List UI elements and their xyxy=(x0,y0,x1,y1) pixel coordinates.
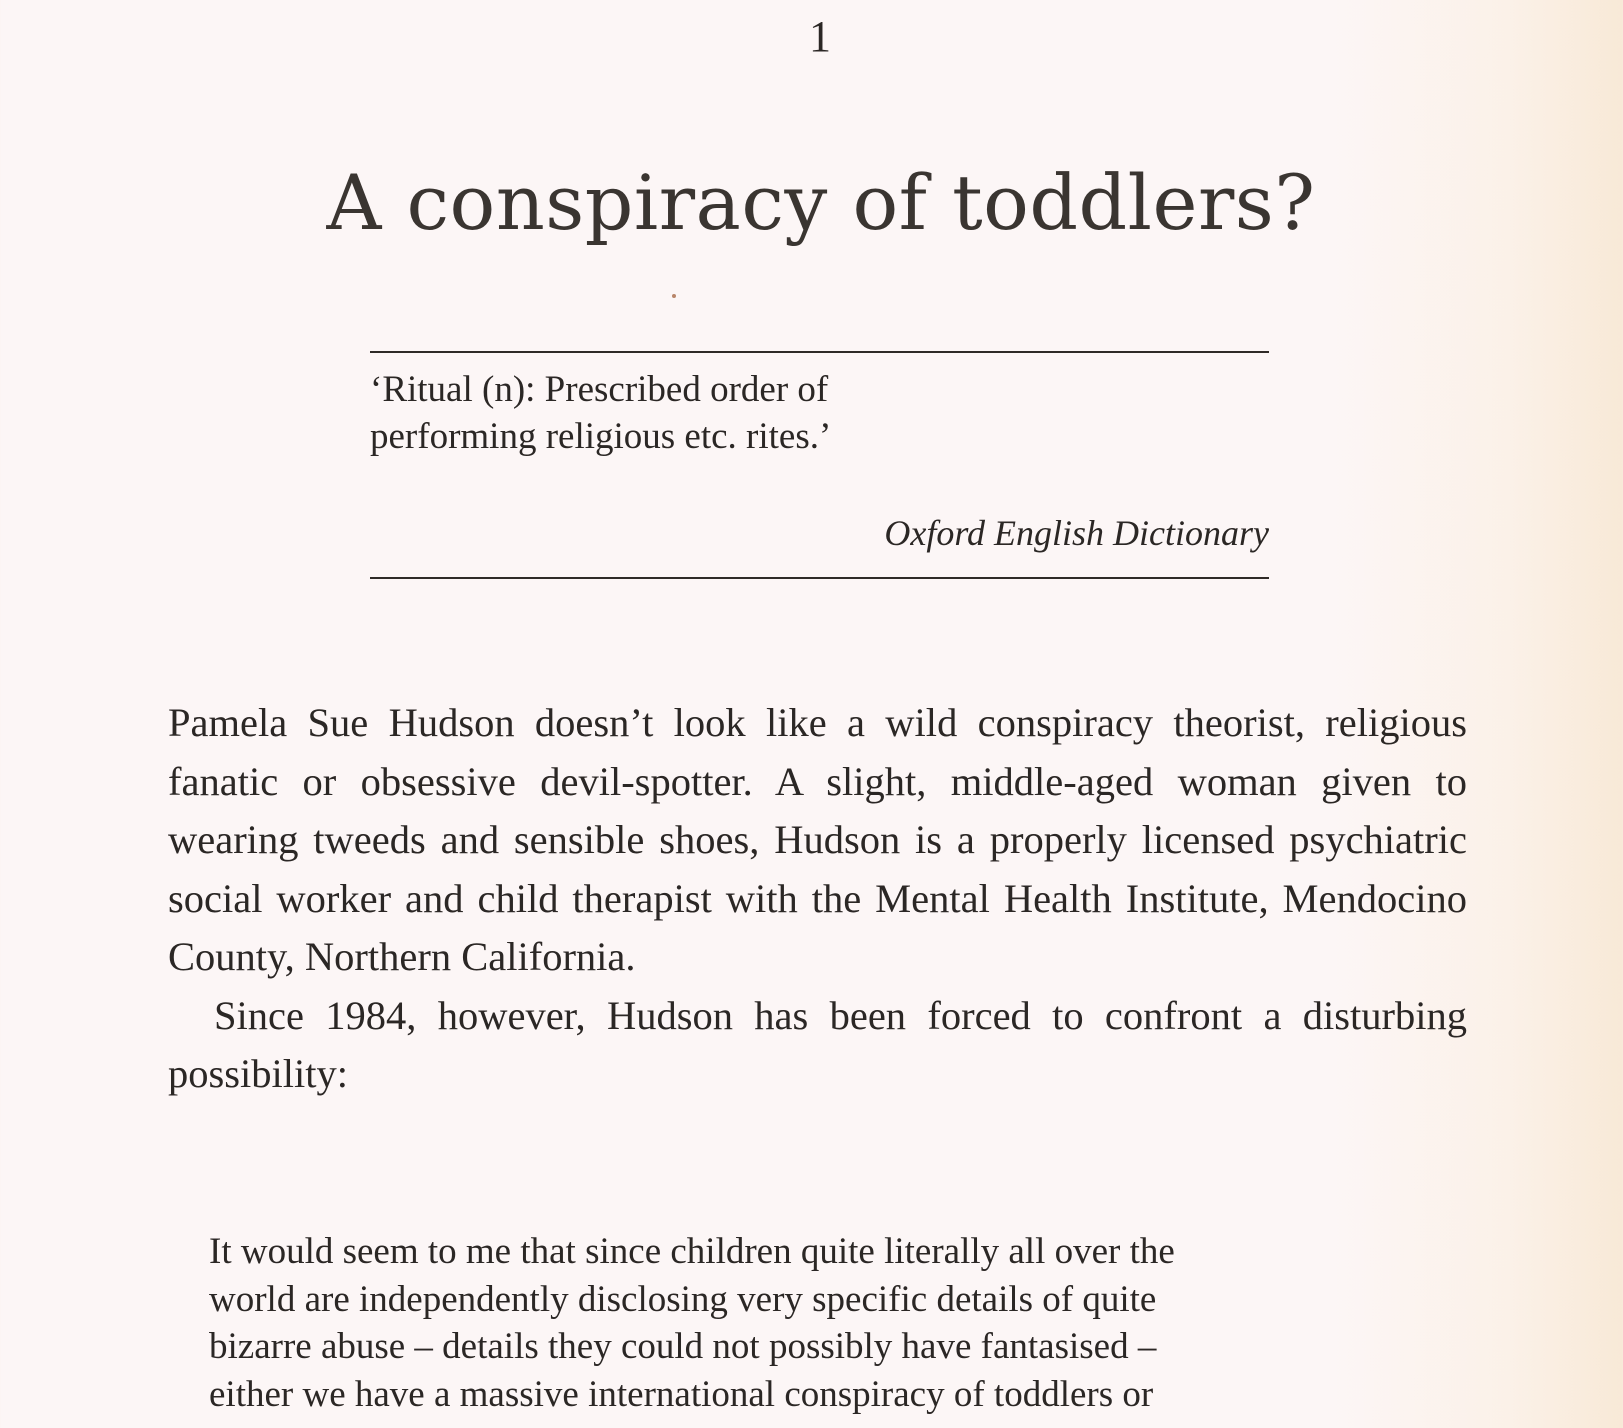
body-text xyxy=(168,694,1467,1104)
chapter-title: A conspiracy of toddlers? xyxy=(326,158,1316,247)
quote-line: either we have a massive international conspiracy of toddlers or xyxy=(209,1373,1154,1415)
chapter-number: 1 xyxy=(809,12,831,61)
paragraph: Since 1984, however, Hudson has been forced to confront a disturbing possibility: xyxy=(168,992,1467,1096)
paper-speck xyxy=(672,294,676,298)
epigraph-bottom-rule xyxy=(370,577,1269,579)
block-quote xyxy=(209,1228,1389,1418)
paragraph: Pamela Sue Hudson doesn’t look like a wild conspiracy theorist, religious fanatic or obsessive devil-spotter. A slight, middle-aged woman given to wearing tweeds and sensible shoes, Hudson is a properly licensed psychiatric social worker and child therapist with the Mental Health Institute, Mendocino County, Northern California. xyxy=(168,700,1467,979)
quote-line: world are independently disclosing very specific details of quite xyxy=(209,1278,1157,1320)
quote-line: bizarre abuse – details they could not possibly have fantasised – xyxy=(209,1326,1157,1367)
epigraph-top-rule xyxy=(370,351,1269,353)
quote-line: It would seem to me that since children quite literally all over the xyxy=(209,1231,1175,1272)
epigraph-source: Oxford English Dictionary xyxy=(884,513,1269,553)
epigraph-line: performing religious etc. rites.’ xyxy=(370,416,832,457)
epigraph-quote xyxy=(370,366,1269,460)
epigraph-line: ‘Ritual (n): Prescribed order of xyxy=(370,369,829,410)
